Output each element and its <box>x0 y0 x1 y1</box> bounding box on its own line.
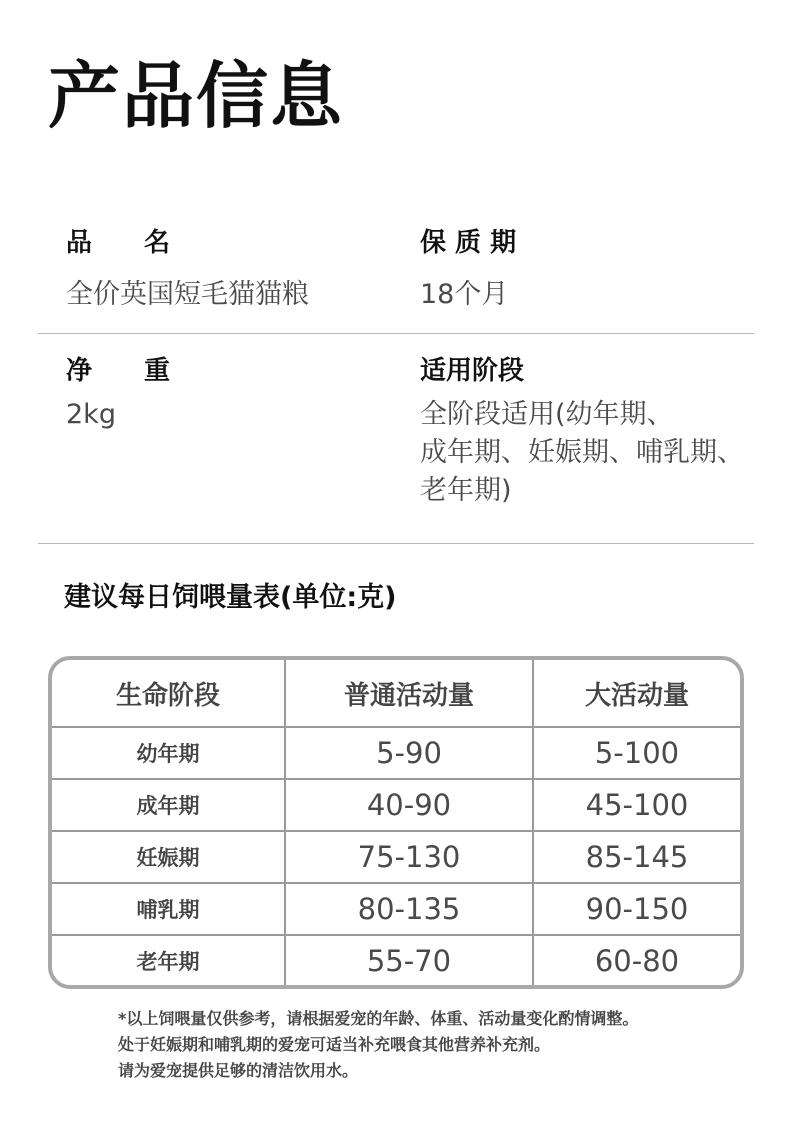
feeding-table <box>48 656 744 989</box>
table-row <box>52 779 740 831</box>
stage-cell: 幼年期 <box>52 727 285 779</box>
table-row <box>52 883 740 935</box>
header-high-activity: 大活动量 <box>533 660 740 727</box>
high-amount-cell: 45-100 <box>533 779 740 831</box>
info-divider-1 <box>38 333 754 334</box>
high-amount-cell: 85-145 <box>533 831 740 883</box>
normal-amount-cell: 5-90 <box>285 727 533 779</box>
page-title: 产品信息 <box>48 54 345 138</box>
table-row <box>52 831 740 883</box>
feeding-notes <box>118 1006 638 1084</box>
product-name-value: 全价英国短毛猫猫粮 <box>66 279 309 310</box>
product-name-label: 品 名 <box>66 228 171 258</box>
life-stage-value <box>420 396 744 510</box>
life-stage-line: 老年期) <box>420 475 512 506</box>
shelf-life-value: 18个月 <box>420 279 509 310</box>
life-stage-label: 适用阶段 <box>420 356 525 386</box>
high-amount-cell: 5-100 <box>533 727 740 779</box>
info-divider-2 <box>38 543 754 544</box>
note-line: 处于妊娠期和哺乳期的爱宠可适当补充喂食其他营养补充剂。 <box>118 1035 551 1054</box>
table-header-row <box>52 660 740 727</box>
note-line: *以上饲喂量仅供参考，请根据爱宠的年龄、体重、活动量变化酌情调整。 <box>118 1009 639 1028</box>
life-stage-line: 全阶段适用(幼年期、 <box>420 399 674 430</box>
stage-cell: 妊娠期 <box>52 831 285 883</box>
normal-amount-cell: 55-70 <box>285 935 533 986</box>
table-row <box>52 935 740 986</box>
feeding-table-title: 建议每日饲喂量表(单位:克) <box>64 582 397 613</box>
note-line: 请为爱宠提供足够的清洁饮用水。 <box>118 1061 359 1080</box>
high-amount-cell: 60-80 <box>594 944 680 978</box>
life-stage-line: 成年期、妊娠期、哺乳期、 <box>420 437 744 468</box>
net-weight-value: 2kg <box>66 399 116 430</box>
shelf-life-label: 保 质 期 <box>420 228 517 258</box>
stage-cell: 老年期 <box>52 935 285 986</box>
stage-cell: 哺乳期 <box>52 883 285 935</box>
normal-amount-cell: 80-135 <box>285 883 533 935</box>
header-normal-activity: 普通活动量 <box>285 660 533 727</box>
normal-amount-cell: 75-130 <box>285 831 533 883</box>
table-row <box>52 727 740 779</box>
stage-cell: 成年期 <box>52 779 285 831</box>
normal-amount-cell: 40-90 <box>285 779 533 831</box>
net-weight-label: 净 重 <box>66 356 171 386</box>
header-life-stage: 生命阶段 <box>52 660 285 727</box>
high-amount-cell: 90-150 <box>533 883 740 935</box>
